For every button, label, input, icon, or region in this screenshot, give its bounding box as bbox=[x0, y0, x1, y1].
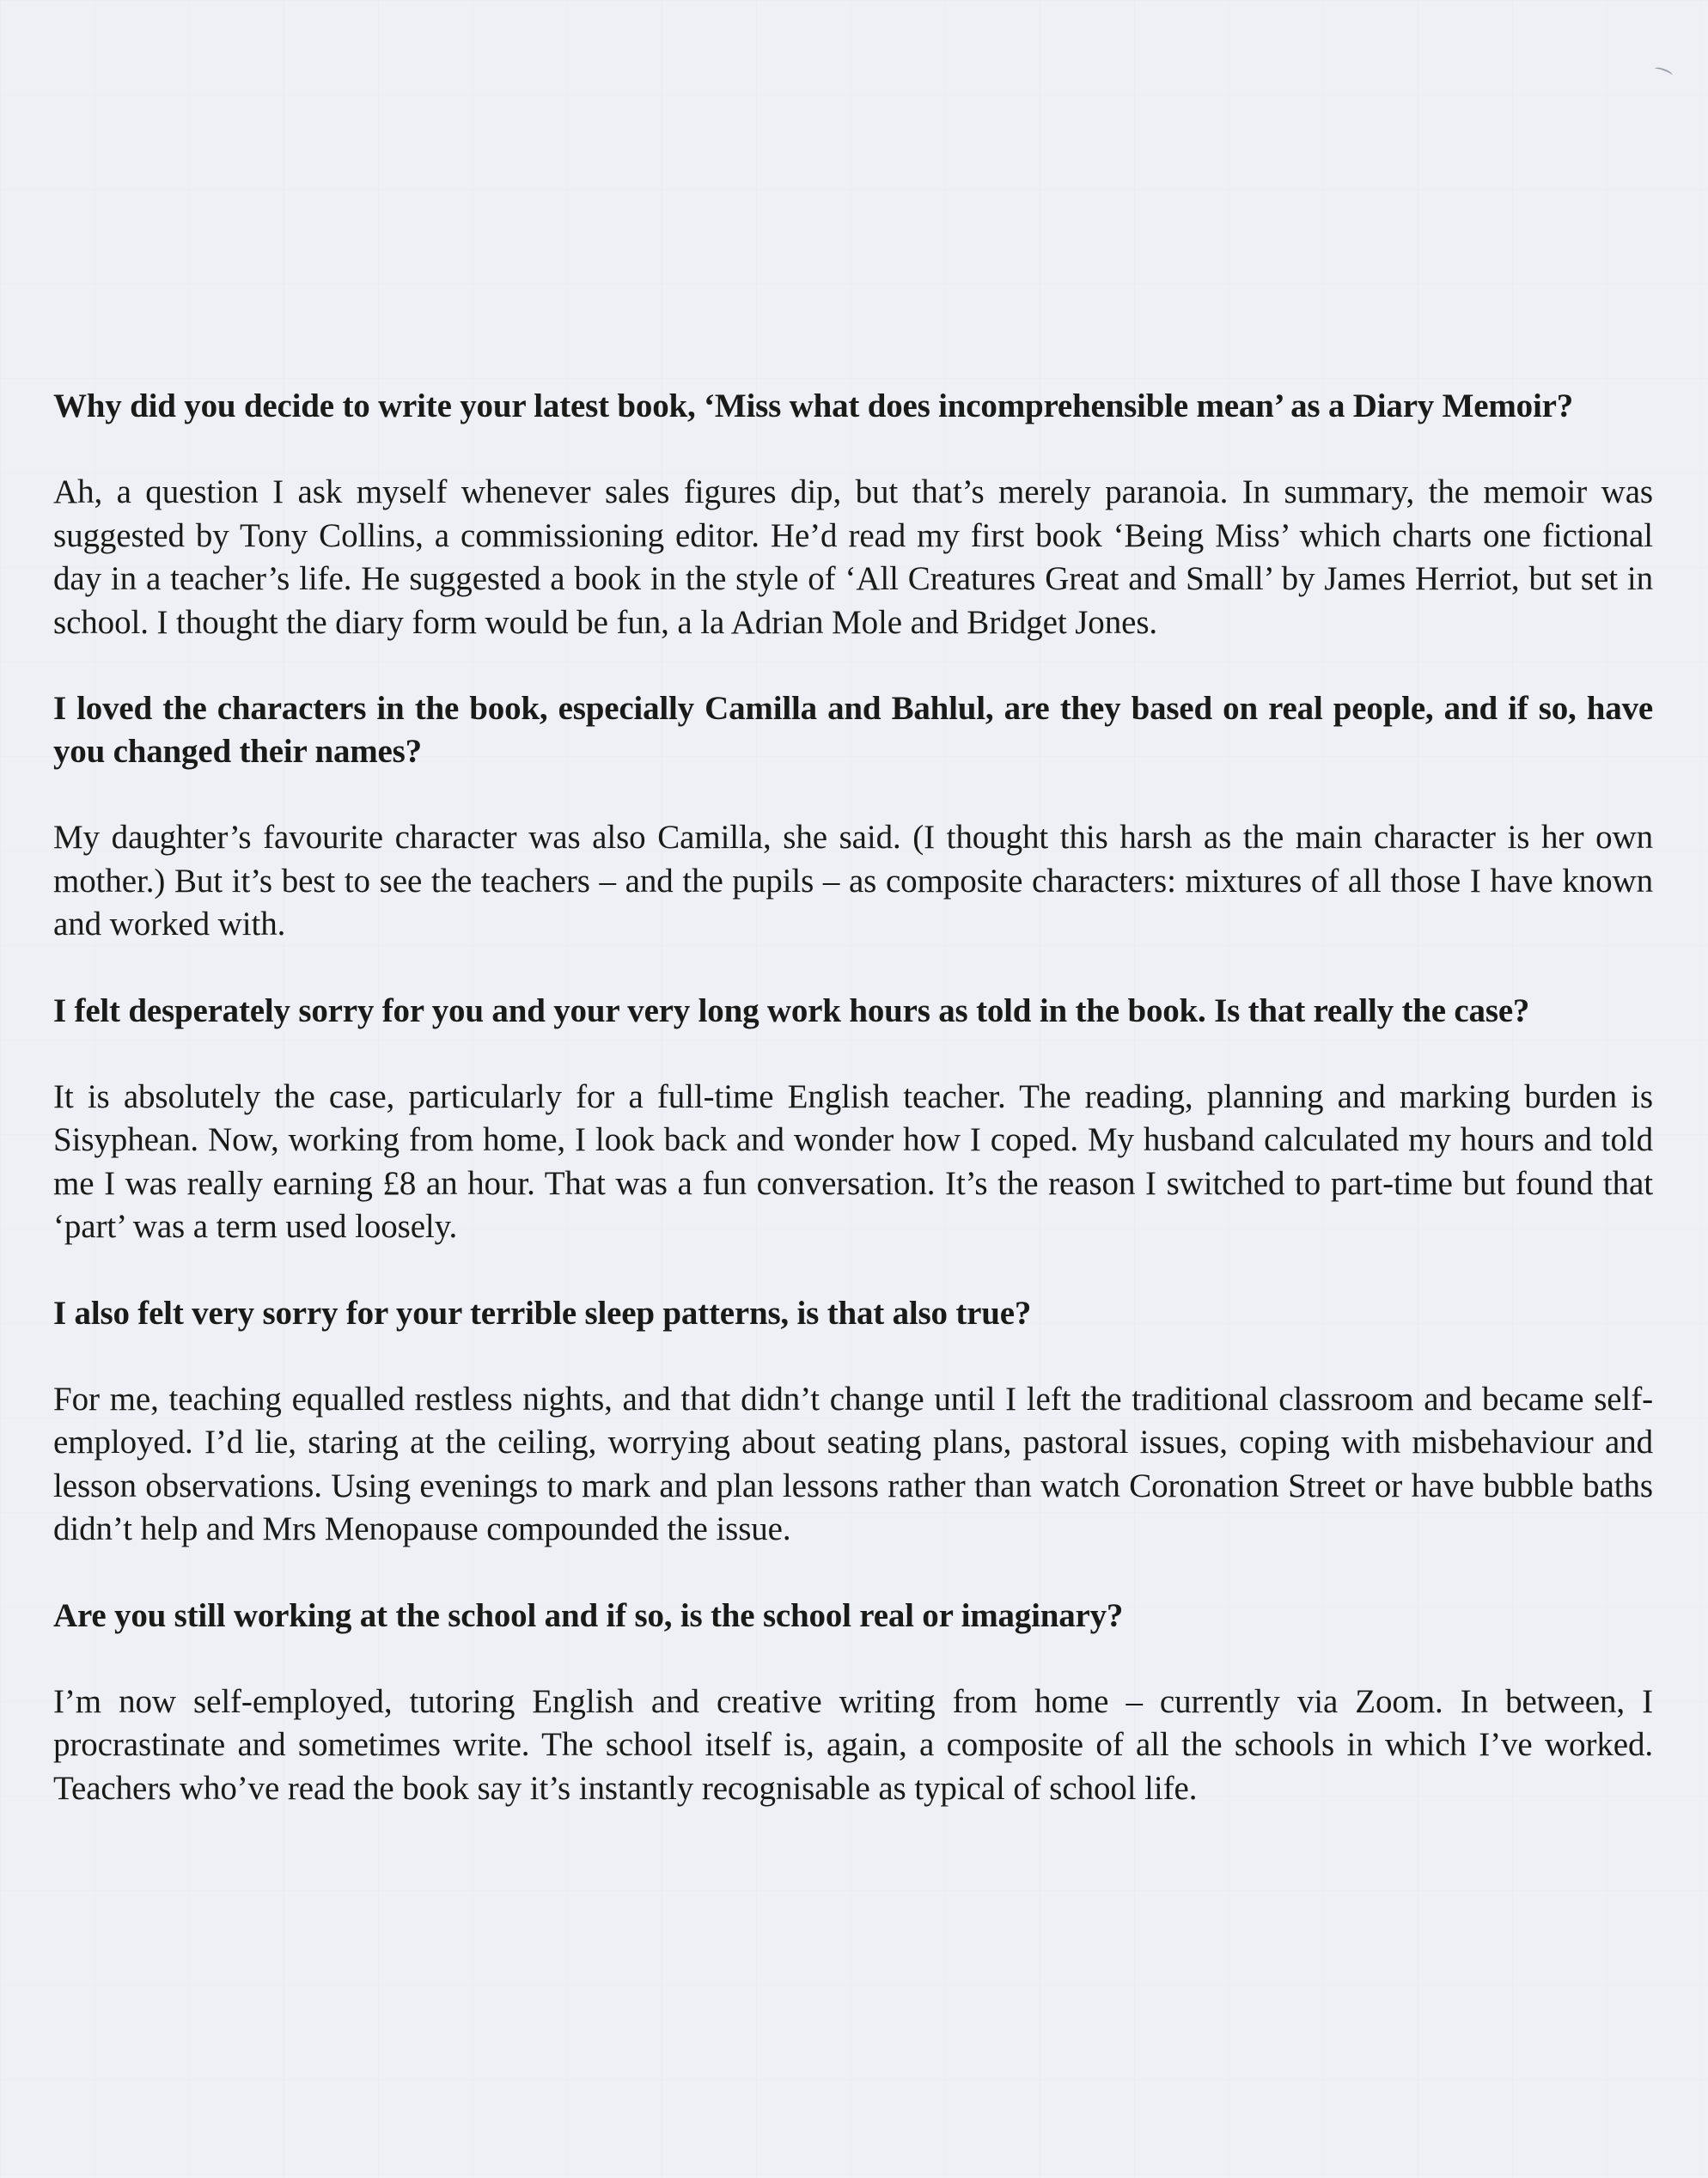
question: I loved the characters in the book, especially Camilla and Bahlul, are they based on real people, and if so, have you changed their names? bbox=[53, 690, 1653, 770]
answer: My daughter’s favourite character was also Camilla, she said. (I thought this harsh as the main character is her own mother.) But it’s best to see the teachers – and the pupils – as composite characters: mixtures of all those I have known and worked with. bbox=[53, 819, 1653, 943]
qa-block bbox=[53, 1292, 1653, 1552]
qa-block bbox=[53, 687, 1653, 947]
question: I felt desperately sorry for you and your very long work hours as told in the book. Is that really the case? bbox=[53, 991, 1530, 1029]
qa-block bbox=[53, 990, 1653, 1249]
question: Are you still working at the school and if so, is the school real or imaginary? bbox=[53, 1596, 1124, 1634]
qa-block bbox=[53, 385, 1653, 644]
answer: Ah, a question I ask myself whenever sales figures dip, but that’s merely paranoia. In summary, the memoir was suggested by Tony Collins, a commissioning editor. He’d read my first book ‘Being Miss’ which charts one fictional day in a teacher’s life. He suggested a book in the style of ‘All Creatures Great and Small’ by James Herriot, but set in school. I thought the diary form would be fun, a la Adrian Mole and Bridget Jones. bbox=[53, 473, 1653, 641]
interview-page bbox=[53, 385, 1653, 1853]
qa-block bbox=[53, 1595, 1653, 1811]
question: Why did you decide to write your latest book, ‘Miss what does incomprehensible mean’ as a Diary Memoir? bbox=[53, 387, 1574, 424]
answer: It is absolutely the case, particularly for a full-time English teacher. The reading, planning and marking burden is Sisyphean. Now, working from home, I look back and wonder how I coped. My husband calculated my hours and told me I was really earning £8 an hour. That was a fun conversation. It’s the reason I switched to part-time but found that ‘part’ was a term used loosely. bbox=[53, 1077, 1653, 1245]
question: I also felt very sorry for your terrible sleep patterns, is that also true? bbox=[53, 1294, 1032, 1332]
answer: I’m now self-employed, tutoring English and creative writing from home – currently via Zoom. In between, I procrastinate and sometimes write. The school itself is, again, a composite of all the schools in which I’ve worked. Teachers who’ve read the book say it’s instantly recognisable as typical of school life. bbox=[53, 1682, 1653, 1807]
answer: For me, teaching equalled restless nights, and that didn’t change until I left the traditional classroom and became self-employed. I’d lie, staring at the ceiling, worrying about seating plans, pastoral issues, coping with misbehaviour and lesson observations. Using evenings to mark and plan lessons rather than watch Coronation Street or have bubble baths didn’t help and Mrs Menopause compounded the issue. bbox=[53, 1380, 1653, 1547]
paper-blemish bbox=[1653, 65, 1673, 78]
